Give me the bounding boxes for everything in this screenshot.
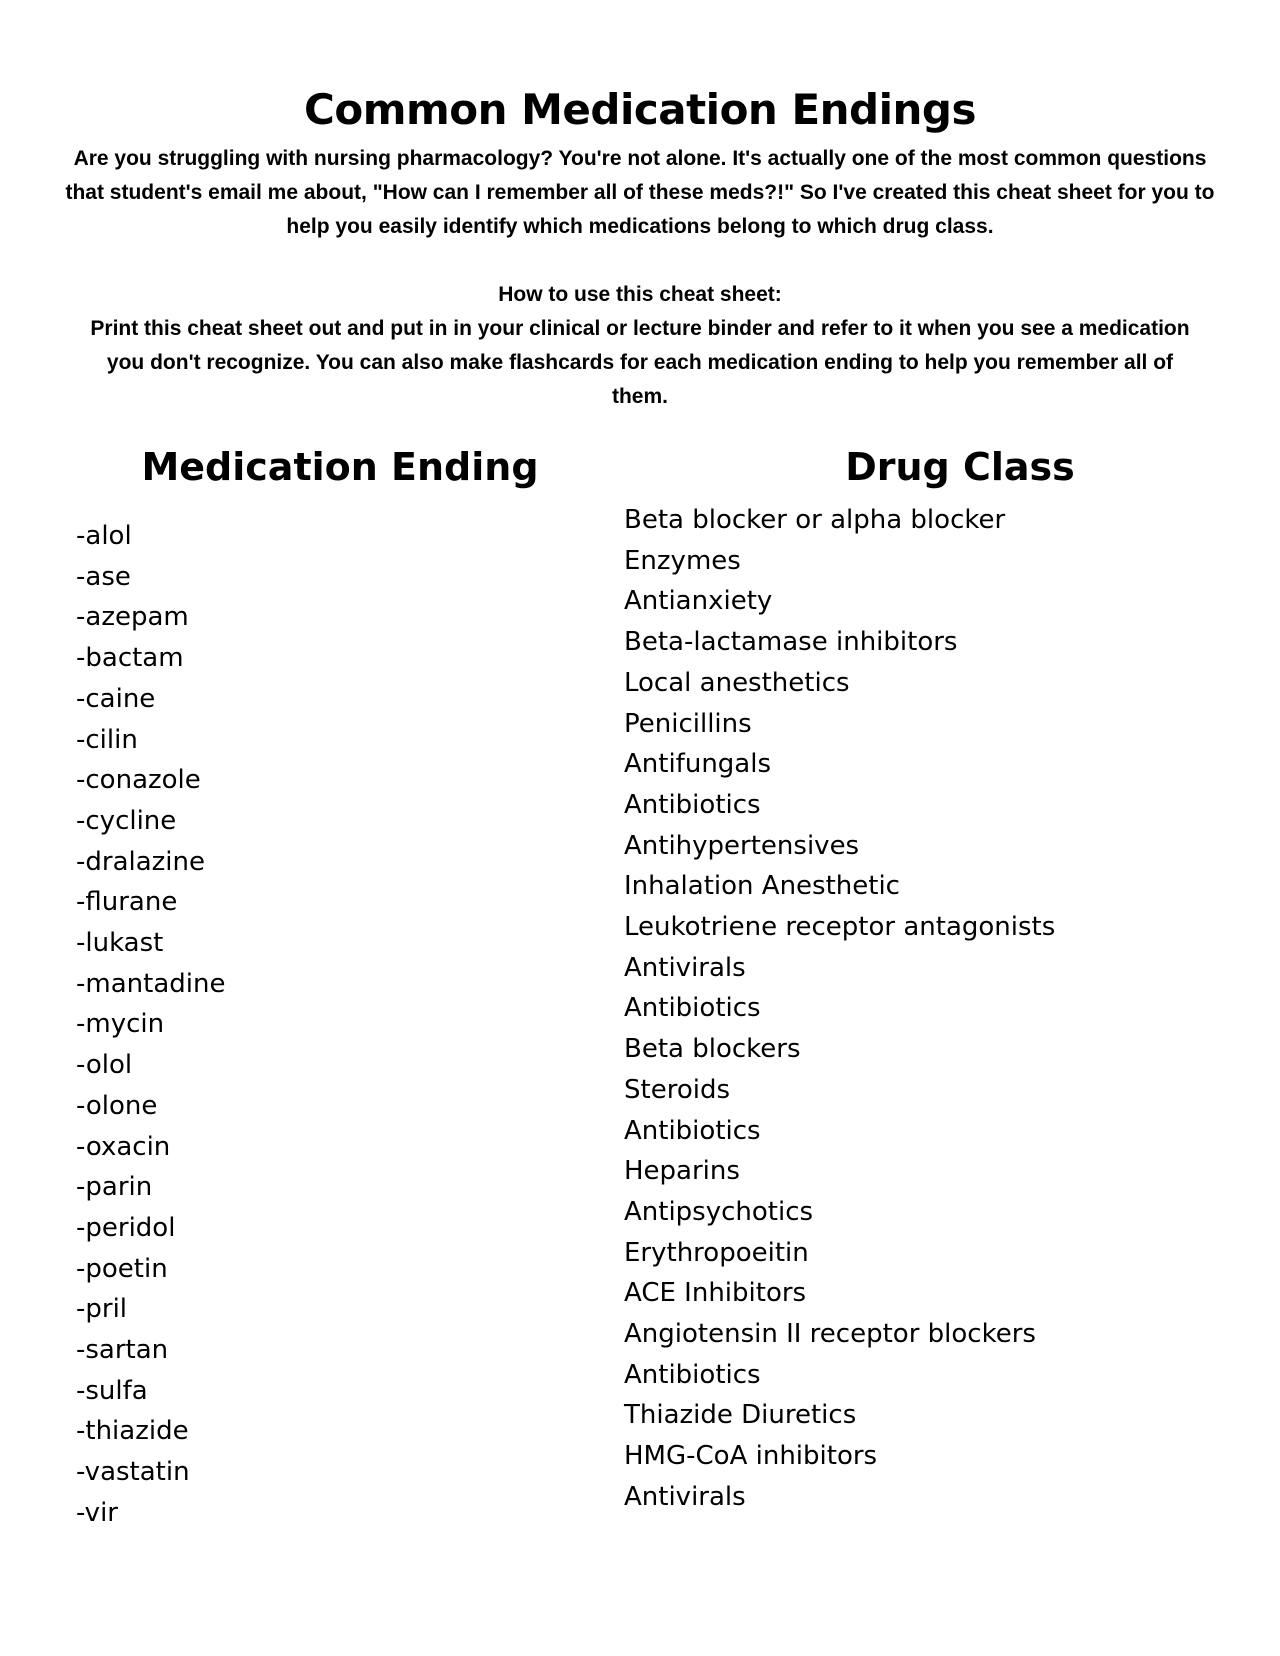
medication-ending-header: Medication Ending: [141, 445, 539, 489]
drug-class-item: Beta blockers: [624, 1034, 801, 1065]
medication-ending-list: [76, 516, 556, 1534]
medication-ending-item: -cilin: [76, 724, 138, 755]
drug-class-item: Angiotensin II receptor blockers: [624, 1319, 1036, 1350]
drug-class-item: Inhalation Anesthetic: [624, 871, 900, 902]
medication-ending-item: -bactam: [76, 643, 184, 674]
medication-ending-item: -ase: [76, 561, 131, 592]
drug-class-item: Steroids: [624, 1074, 730, 1105]
medication-ending-item: -pril: [76, 1294, 128, 1325]
intro-paragraph: Are you struggling with nursing pharmacology? You're not alone. It's actually one of the most common questions that student's email me about, "How can I remember all of these meds?!" So I've created this cheat sheet for you to help you easily identify which medications belong to which drug class.: [65, 147, 1215, 238]
medication-ending-item: -flurane: [76, 887, 178, 918]
medication-ending-item: -vastatin: [76, 1457, 190, 1488]
medication-ending-item: -poetin: [76, 1253, 168, 1284]
drug-class-item: Enzymes: [624, 545, 741, 576]
medication-ending-item: -thiazide: [76, 1416, 189, 1447]
medication-ending-item: -peridol: [76, 1212, 176, 1243]
medication-ending-item: -sulfa: [76, 1375, 148, 1406]
medication-ending-item: -vir: [76, 1497, 118, 1528]
drug-class-header: Drug Class: [845, 445, 1075, 489]
page-title: Common Medication Endings: [304, 85, 976, 134]
medication-ending-item: -oxacin: [76, 1131, 171, 1162]
drug-class-item: Erythropoeitin: [624, 1237, 809, 1268]
medication-ending-item: -cycline: [76, 805, 177, 836]
medication-ending-item: -dralazine: [76, 846, 206, 877]
drug-class-item: HMG-CoA inhibitors: [624, 1441, 878, 1472]
drug-class-item: Antihypertensives: [624, 830, 860, 861]
medication-ending-item: -caine: [76, 683, 156, 714]
drug-class-item: Thiazide Diuretics: [624, 1400, 857, 1431]
howto-body: Print this cheat sheet out and put in in your clinical or lecture binder and refer to it when you see a medication you don't recognize. You can also make flashcards for each medication ending to help you remember all of them.: [90, 317, 1190, 408]
drug-class-item: Antipsychotics: [624, 1196, 814, 1227]
drug-class-item: Leukotriene receptor antagonists: [624, 912, 1056, 943]
medication-ending-item: -olone: [76, 1090, 158, 1121]
drug-class-item: Antibiotics: [624, 789, 761, 820]
drug-class-list: [624, 500, 1244, 1518]
medication-ending-item: -alol: [76, 521, 132, 551]
medication-ending-item: -sartan: [76, 1335, 169, 1366]
drug-class-item: Heparins: [624, 1156, 740, 1187]
drug-class-item: Antivirals: [624, 952, 746, 983]
medication-ending-item: -olol: [76, 1050, 133, 1081]
drug-class-item: Local anesthetics: [624, 667, 850, 698]
drug-class-item: Antibiotics: [624, 993, 761, 1024]
drug-class-item: Antivirals: [624, 1481, 746, 1512]
drug-class-item: Antianxiety: [624, 586, 773, 617]
howto-heading: How to use this cheat sheet:: [498, 283, 782, 306]
drug-class-item: Beta blocker or alpha blocker: [624, 505, 1006, 535]
drug-class-item: Antibiotics: [624, 1359, 761, 1390]
medication-ending-item: -mycin: [76, 1009, 165, 1040]
drug-class-item: Antibiotics: [624, 1115, 761, 1146]
drug-class-item: Beta-lactamase inhibitors: [624, 627, 958, 658]
medication-ending-item: -lukast: [76, 928, 164, 959]
drug-class-item: ACE Inhibitors: [624, 1278, 807, 1309]
medication-ending-item: -mantadine: [76, 968, 226, 999]
medication-ending-item: -azepam: [76, 602, 189, 633]
medication-ending-item: -conazole: [76, 765, 201, 796]
medication-ending-item: -parin: [76, 1172, 153, 1203]
drug-class-item: Antifungals: [624, 749, 771, 780]
drug-class-item: Penicillins: [624, 708, 752, 739]
